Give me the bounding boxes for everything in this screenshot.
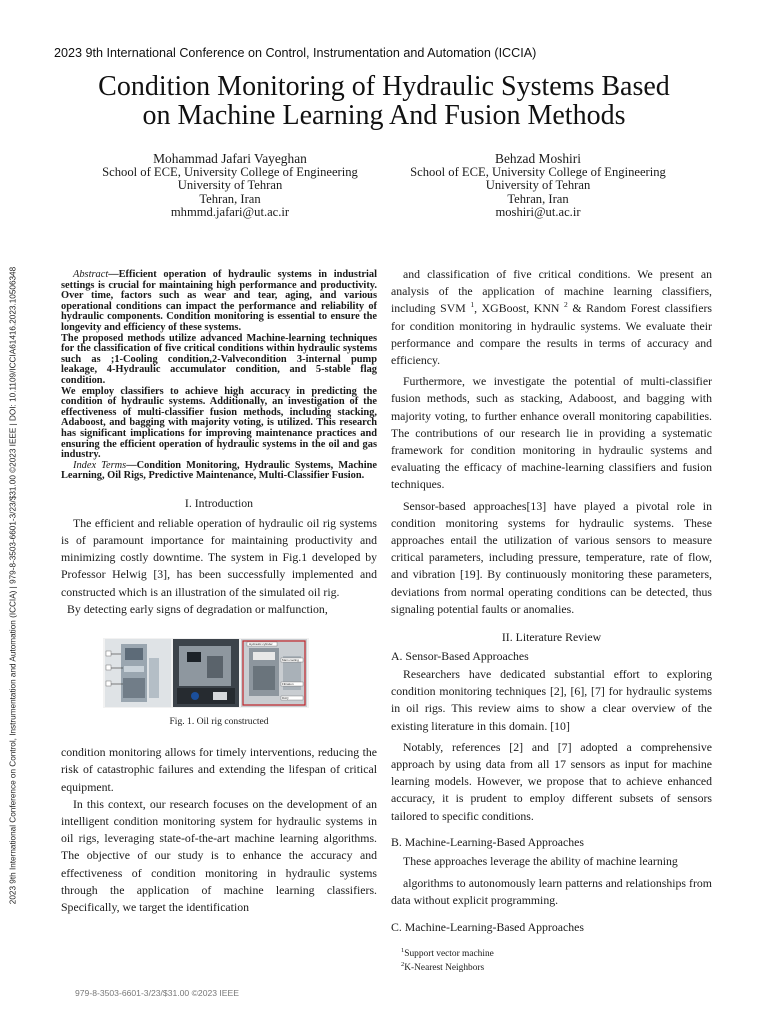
- figure-caption: Fig. 1. Oil rig constructed: [169, 716, 269, 728]
- figure-label-b: Main cooling: [282, 658, 299, 663]
- index-terms-label: Index Terms: [73, 459, 127, 471]
- right-p1-a: and classification of five critical conditions. We present an analysis of the application of machine learning classifiers, including SVM: [391, 267, 712, 316]
- index-terms: [61, 461, 377, 482]
- right-p2: Furthermore, we investigate the potential of multi-classifier fusion methods, such as stacking, Adaboost, and bagging with majority voting, to further enhance overall monitoring capabilities. The contributions of our research lie in providing a systematic framework for condition monitoring in hydraulic systems and evaluating the efficacy of machine-learning classifiers and fusion techniques.: [391, 374, 712, 492]
- figure-label-d: DAQ: [282, 696, 289, 701]
- author-block-2: [372, 151, 704, 220]
- footnote-mark-2: 2: [563, 300, 568, 310]
- figure-label-c: Filtration: [282, 682, 294, 687]
- right-p5: Notably, references [2] and [7] adopted a comprehensive approach by using data from all 17 sensors as input for machine learning models. However, we propose that to achieve enhanced accuracy, it is prudent to employ different subsets of sensors tailored to specific conditions.: [391, 739, 712, 823]
- intro-heading: I. Introduction: [184, 495, 254, 510]
- footnote-2-text: K-Nearest Neighbors: [404, 962, 485, 973]
- side-citation-strip: [6, 208, 20, 968]
- intro-p2: By detecting early signs of degradation or malfunction,: [67, 601, 328, 616]
- author-univ: University of Tehran: [485, 178, 591, 193]
- index-terms-text: —Condition Monitoring, Hydraulic Systems, Machine Learning, Oil Rigs, Predictive Maintenance, Multi-Classifier Fusion.: [61, 459, 377, 482]
- footnote-1-text: Support vector machine: [404, 948, 494, 959]
- right-column: [391, 266, 712, 975]
- author-univ: University of Tehran: [177, 178, 283, 193]
- author-name: Behzad Moshiri: [495, 151, 581, 166]
- right-p4: Researchers have dedicated substantial effort to exploring condition monitoring techniques [2], [6], [7] for hydraulic systems in oil rigs. This review aims to show a clear overview of the existing literature in this domain. [10]: [391, 667, 712, 733]
- author-city: Tehran, Iran: [507, 191, 569, 206]
- conference-header: 2023 9th International Conference on Control, Instrumentation and Automation (ICCIA): [54, 46, 537, 60]
- right-p3: Sensor-based approaches[13] have played a pivotal role in condition monitoring systems for hydraulic systems. These approaches entail the utilization of various sensors to measure critical parameters, including pressure, temperature, rate of flow, and vibration [19]. By continuously monitoring these parameters, deviations from normal operating conditions can be detected, thus signaling potential faults or anomalies.: [391, 498, 712, 616]
- abstract-text-1: —Efficient operation of hydraulic systems in industrial settings is crucial for maintaining high performance and productivity. Over time, factors such as wear and tear, aging, and various operational conditions can impact the performance and reliability of hydraulic components. Condition monitoring is essential to ensure the longevity and efficiency of these systems.: [61, 269, 377, 333]
- intro-p4: In this context, our research focuses on the development of an intelligent condition monitoring system for hydraulic systems in oil rigs, leveraging state-of-the-art machine learning algorithms. The objective of our study is to enhance the accuracy and effectiveness of condition monitoring in hydraulic systems through the application of machine learning classifiers. Specifically, we target the identification: [61, 796, 377, 914]
- abstract-label: Abstract: [73, 269, 109, 280]
- right-p1-b: , XGBoost, KNN: [474, 301, 560, 316]
- oil-rig-photo: [103, 638, 309, 708]
- paper-title: [40, 72, 728, 130]
- footnote-2-mark: 2: [401, 960, 405, 968]
- author-dept: School of ECE, University College of Engineering: [102, 165, 358, 179]
- subsection-c: C. Machine-Learning-Based Approaches: [391, 919, 584, 934]
- lit-review-heading: II. Literature Review: [501, 630, 602, 645]
- abstract-p2: The proposed methods utilize advanced Machine-learning techniques for the classification of five critical conditions within hydraulic systems such as ;1-Cooling condition,2-Valvecondition 3-internal pump leakage, 4-Hydraulic accumulator condition, and 5-stable flag condition.: [61, 332, 377, 386]
- right-p1: [391, 266, 712, 369]
- author-block-1: [64, 151, 396, 220]
- left-column: [61, 270, 377, 916]
- author-city: Tehran, Iran: [199, 191, 261, 206]
- intro-p3: condition monitoring allows for timely interventions, reducing the risk of catastrophic failures and extending the lifespan of critical equipment.: [61, 745, 377, 794]
- title-line-2: on Machine Learning And Fusion Methods: [142, 100, 626, 131]
- footnote-2: [391, 961, 712, 975]
- footnote-1: [391, 947, 712, 961]
- subsection-b: B. Machine-Learning-Based Approaches: [391, 834, 584, 849]
- figure-oil-rig: [103, 638, 309, 708]
- author-dept: School of ECE, University College of Engineering: [410, 165, 666, 179]
- author-email: moshiri@ut.ac.ir: [495, 205, 581, 220]
- subsection-a: A. Sensor-Based Approaches: [391, 649, 529, 664]
- author-email: mhmmd.jafari@ut.ac.ir: [170, 205, 290, 220]
- abstract-p1: [61, 270, 377, 334]
- right-p7: algorithms to autonomously learn patterns and relationships from data without explicit programming.: [391, 876, 712, 908]
- title-line-1: Condition Monitoring of Hydraulic Systems Based: [98, 71, 670, 102]
- author-name: Mohammad Jafari Vayeghan: [153, 151, 307, 166]
- abstract-p3: We employ classifiers to achieve high accuracy in predicting the condition of hydraulic systems. Additionally, an investigation of the effectiveness of multi-classifier fusion methods, including stacking, Adaboost, and bagging with majority voting, is utilized. This research has significant implications for improving maintenance practices and ensuring the efficient operation of hydraulic systems in the oil and gas industry.: [61, 385, 377, 461]
- right-p6: These approaches leverage the ability of machine learning: [403, 853, 678, 868]
- footnotes: [391, 947, 712, 975]
- footnote-mark-1: 1: [470, 300, 475, 310]
- right-p1-c: & Random Forest classifiers for condition monitoring in hydraulic systems. We evaluate their performance and compare the results in terms of accuracy and efficiency.: [391, 301, 712, 368]
- intro-p1: The efficient and reliable operation of hydraulic oil rig systems is of paramount importance for maintaining productivity and minimizing costly downtime. The system in Fig.1 developed by Professor Helwig [3], has been successfully implemented and constructed which is an illustration of the simulated oil rig.: [61, 515, 377, 599]
- footnote-1-mark: 1: [401, 946, 405, 954]
- side-citation-text: 2023 9th International Conference on Control, Instrumentation and Automation (ICCIA) | 979-8-3503-6601-3/23/$31.00 ©2023 IEEE | DOI: 10.1109/ICCIA61416.2023.10506348: [8, 266, 18, 905]
- copyright-footer: 979-8-3503-6601-3/23/$31.00 ©2023 IEEE: [75, 988, 240, 998]
- figure-label-a: Hydraulic cylinder: [249, 642, 273, 647]
